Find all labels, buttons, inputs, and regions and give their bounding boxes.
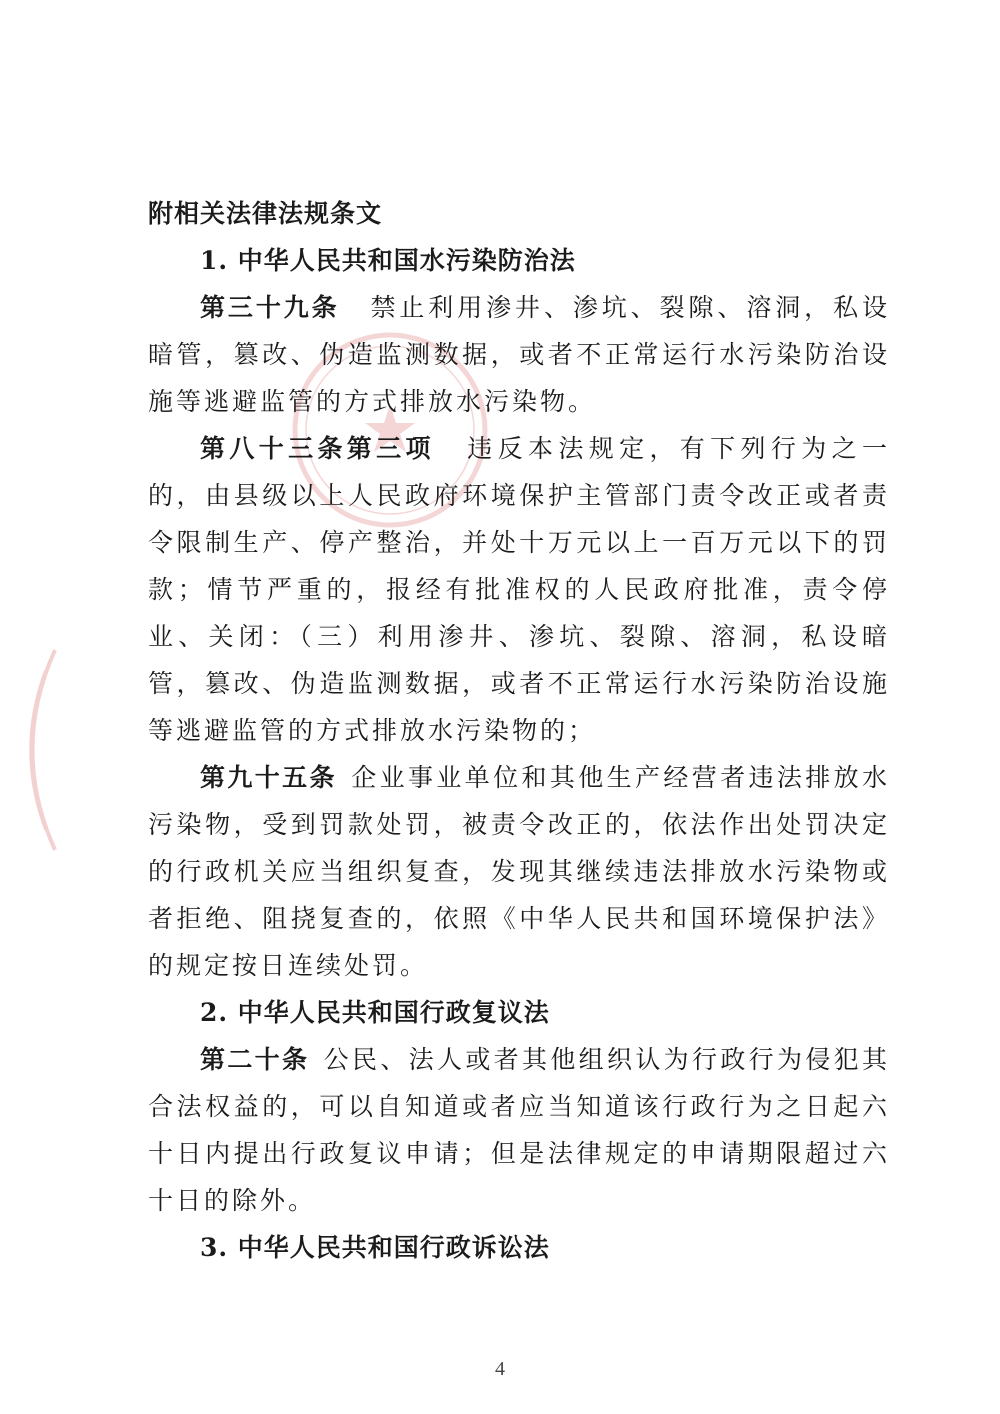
page-number: 4 xyxy=(495,1358,505,1380)
article-39 xyxy=(148,284,890,425)
article-95 xyxy=(148,754,890,989)
article-number: 第二十条 xyxy=(200,1045,310,1074)
law-title-administrative-litigation: 3. 中华人民共和国行政诉讼法 xyxy=(200,1233,550,1262)
law-title-water-pollution: 1. 中华人民共和国水污染防治法 xyxy=(200,246,576,275)
document-body xyxy=(148,190,890,1271)
document-heading: 附相关法律法规条文 xyxy=(148,199,383,228)
article-number: 第九十五条 xyxy=(200,763,337,792)
edge-seal-image xyxy=(0,640,60,860)
article-83-item-3 xyxy=(148,425,890,754)
law-title-administrative-reconsideration: 2. 中华人民共和国行政复议法 xyxy=(200,998,550,1027)
article-text: 违反本法规定，有下列行为之一的，由县级以上人民政府环境保护主管部门责令改正或者责令限制生产、停产整治，并处十万元以上一百万元以下的罚款；情节严重的，报经有批准权的人民政府批准，责令停业、关闭：（三）利用渗井、渗坑、裂隙、溶洞，私设暗管，篡改、伪造监测数据，或者不正常运行水污染防治设施等逃避监管的方式排放水污染物的； xyxy=(148,434,890,745)
article-text: 公民、法人或者其他组织认为行政行为侵犯其合法权益的，可以自知道或者应当知道该行政行为之日起六十日内提出行政复议申请；但是法律规定的申请期限超过六十日的除外。 xyxy=(148,1045,890,1215)
article-text: 禁止利用渗井、渗坑、裂隙、溶洞，私设暗管，篡改、伪造监测数据，或者不正常运行水污染防治设施等逃避监管的方式排放水污染物。 xyxy=(148,293,890,416)
article-number: 第八十三条第三项 xyxy=(200,434,435,463)
article-20 xyxy=(148,1036,890,1224)
article-text: 企业事业单位和其他生产经营者违法排放水污染物，受到罚款处罚，被责令改正的，依法作出处罚决定的行政机关应当组织复查，发现其继续违法排放水污染物或者拒绝、阻挠复查的，依照《中华人民共和国环境保护法》的规定按日连续处罚。 xyxy=(148,763,890,980)
article-number: 第三十九条 xyxy=(200,293,340,322)
